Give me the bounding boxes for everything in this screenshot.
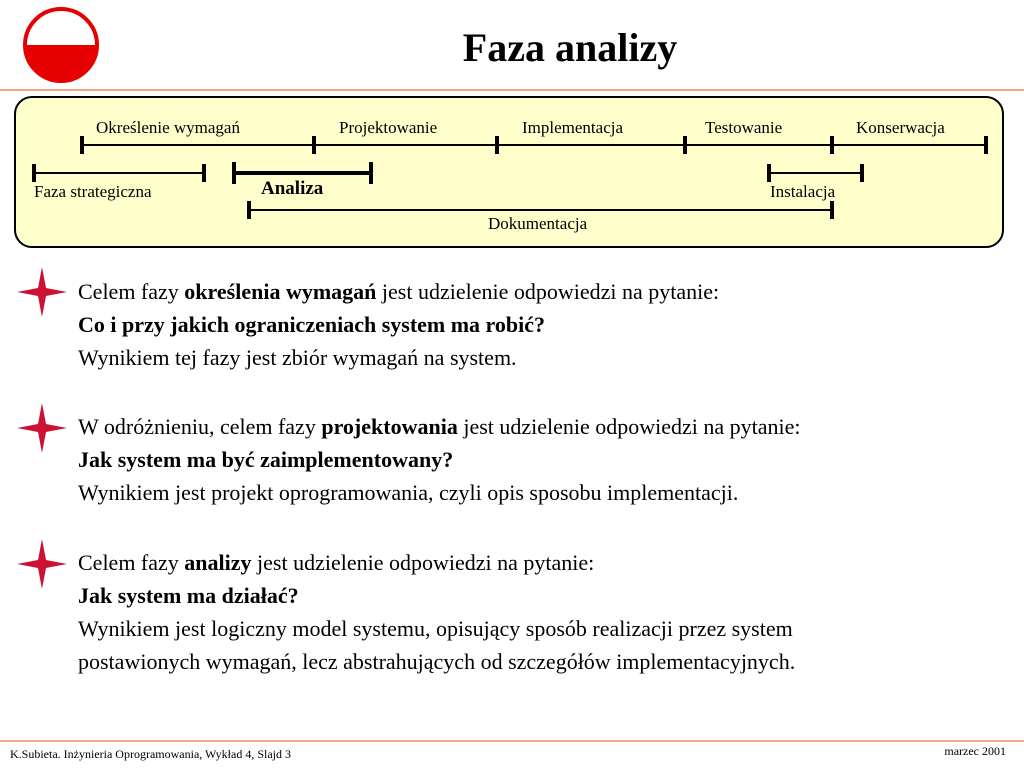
section-result: Wynikiem jest logiczny model systemu, opisujący sposób realizacji przez system <box>78 616 793 641</box>
phase-label-maintenance: Konserwacja <box>856 118 945 137</box>
page-title: Faza analizy <box>462 25 678 70</box>
phase-label-installation: Instalacja <box>770 182 836 201</box>
header-divider <box>0 89 1024 91</box>
phase-label-design: Projektowanie <box>339 118 438 137</box>
section-analysis <box>78 546 795 678</box>
section-intro: W odróżnieniu, celem fazy projektowania jest udzielenie odpowiedzi na pytanie: <box>78 414 801 439</box>
footer-date: marzec 2001 <box>944 744 1006 758</box>
phase-label-analysis: Analiza <box>261 178 324 199</box>
section-requirements <box>78 275 719 374</box>
star-bullet-icon <box>17 267 67 317</box>
phase-label-testing: Testowanie <box>705 118 783 137</box>
section-intro: Celem fazy określenia wymagań jest udzielenie odpowiedzi na pytanie: <box>78 279 720 304</box>
section-intro: Celem fazy analizy jest udzielenie odpowiedzi na pytanie: <box>78 550 595 575</box>
section-design <box>78 410 801 509</box>
star-bullet-icon <box>17 539 67 589</box>
section-result-cont: postawionych wymagań, lecz abstrahujących od szczegółów implementacyjnych. <box>78 649 796 674</box>
section-question: Jak system ma być zaimplementowany? <box>78 447 454 472</box>
section-result: Wynikiem tej fazy jest zbiór wymagań na system. <box>78 345 517 370</box>
footer-divider <box>0 740 1024 742</box>
phase-label-implementation: Implementacja <box>522 118 624 137</box>
phase-diagram <box>14 96 1004 248</box>
section-result: Wynikiem jest projekt oprogramowania, czyli opis sposobu implementacji. <box>78 480 739 505</box>
phase-label-strategic: Faza strategiczna <box>34 182 152 201</box>
footer-credits: K.Subieta. Inżynieria Oprogramowania, Wykład 4, Slajd 3 <box>10 747 291 761</box>
phase-label-requirements: Określenie wymagań <box>96 118 240 137</box>
section-question: Jak system ma działać? <box>78 583 299 608</box>
star-bullet-icon <box>17 403 67 453</box>
phase-label-documentation: Dokumentacja <box>488 214 588 233</box>
section-question: Co i przy jakich ograniczeniach system ma robić? <box>78 312 546 337</box>
